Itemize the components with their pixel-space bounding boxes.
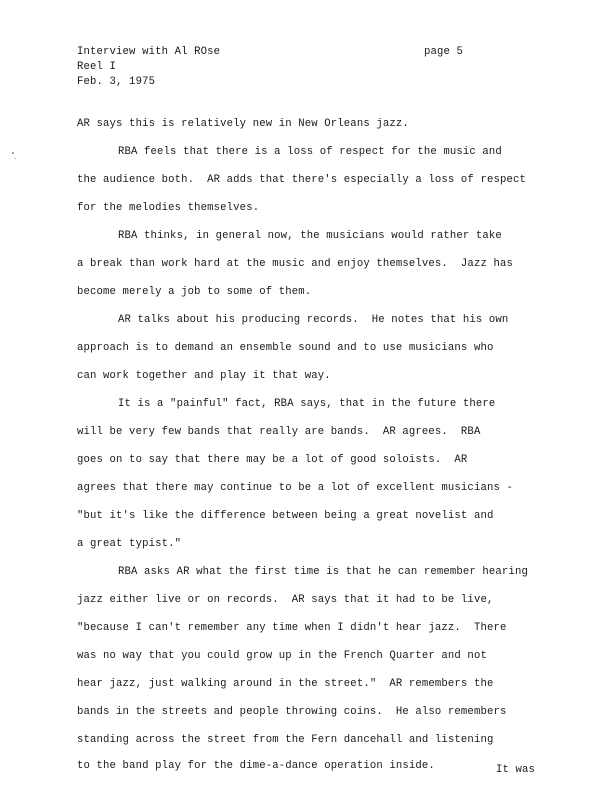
header-title: Interview with Al ROse [77,46,221,58]
body-line: goes on to say that there may be a lot of good soloists. AR [77,454,468,466]
body-line: hear jazz, just walking around in the street." AR remembers the [77,678,494,690]
body-line: was no way that you could grow up in the French Quarter and not [77,650,487,662]
body-line: become merely a job to some of them. [77,286,312,298]
paper-speck [12,152,14,154]
body-line: will be very few bands that really are bands. AR agrees. RBA [77,426,481,438]
header-date: Feb. 3, 1975 [77,76,156,88]
body-line: jazz either live or on records. AR says that it had to be live, [77,594,494,606]
body-line: can work together and play it that way. [77,370,331,382]
body-line: approach is to demand an ensemble sound and to use musicians who [77,342,494,354]
body-line: AR says this is relatively new in New Orleans jazz. [77,118,409,130]
body-line: agrees that there may continue to be a lot of excellent musicians - [77,482,513,494]
body-line: "because I can't remember any time when I didn't hear jazz. There [77,622,507,634]
body-line: RBA thinks, in general now, the musicians would rather take [118,230,502,242]
header-page-number: page 5 [424,46,464,58]
body-line: a break than work hard at the music and enjoy themselves. Jazz has [77,258,513,270]
paper-speck [15,158,16,159]
body-line: bands in the streets and people throwing coins. He also remembers [77,706,507,718]
body-line: a great typist." [77,538,182,550]
header-reel: Reel I [77,61,117,73]
body-line: standing across the street from the Fern dancehall and listening [77,734,494,746]
body-line-continuation: It was [496,764,536,776]
body-line: for the melodies themselves. [77,202,260,214]
body-line: to the band play for the dime-a-dance operation inside. [77,760,435,772]
body-line: the audience both. AR adds that there's especially a loss of respect [77,174,527,186]
body-line: AR talks about his producing records. He notes that his own [118,314,509,326]
body-line: RBA feels that there is a loss of respect for the music and [118,146,502,158]
body-line: RBA asks AR what the first time is that he can remember hearing [118,566,528,578]
body-line: "but it's like the difference between being a great novelist and [77,510,494,522]
body-line: It is a "painful" fact, RBA says, that in the future there [118,398,496,410]
